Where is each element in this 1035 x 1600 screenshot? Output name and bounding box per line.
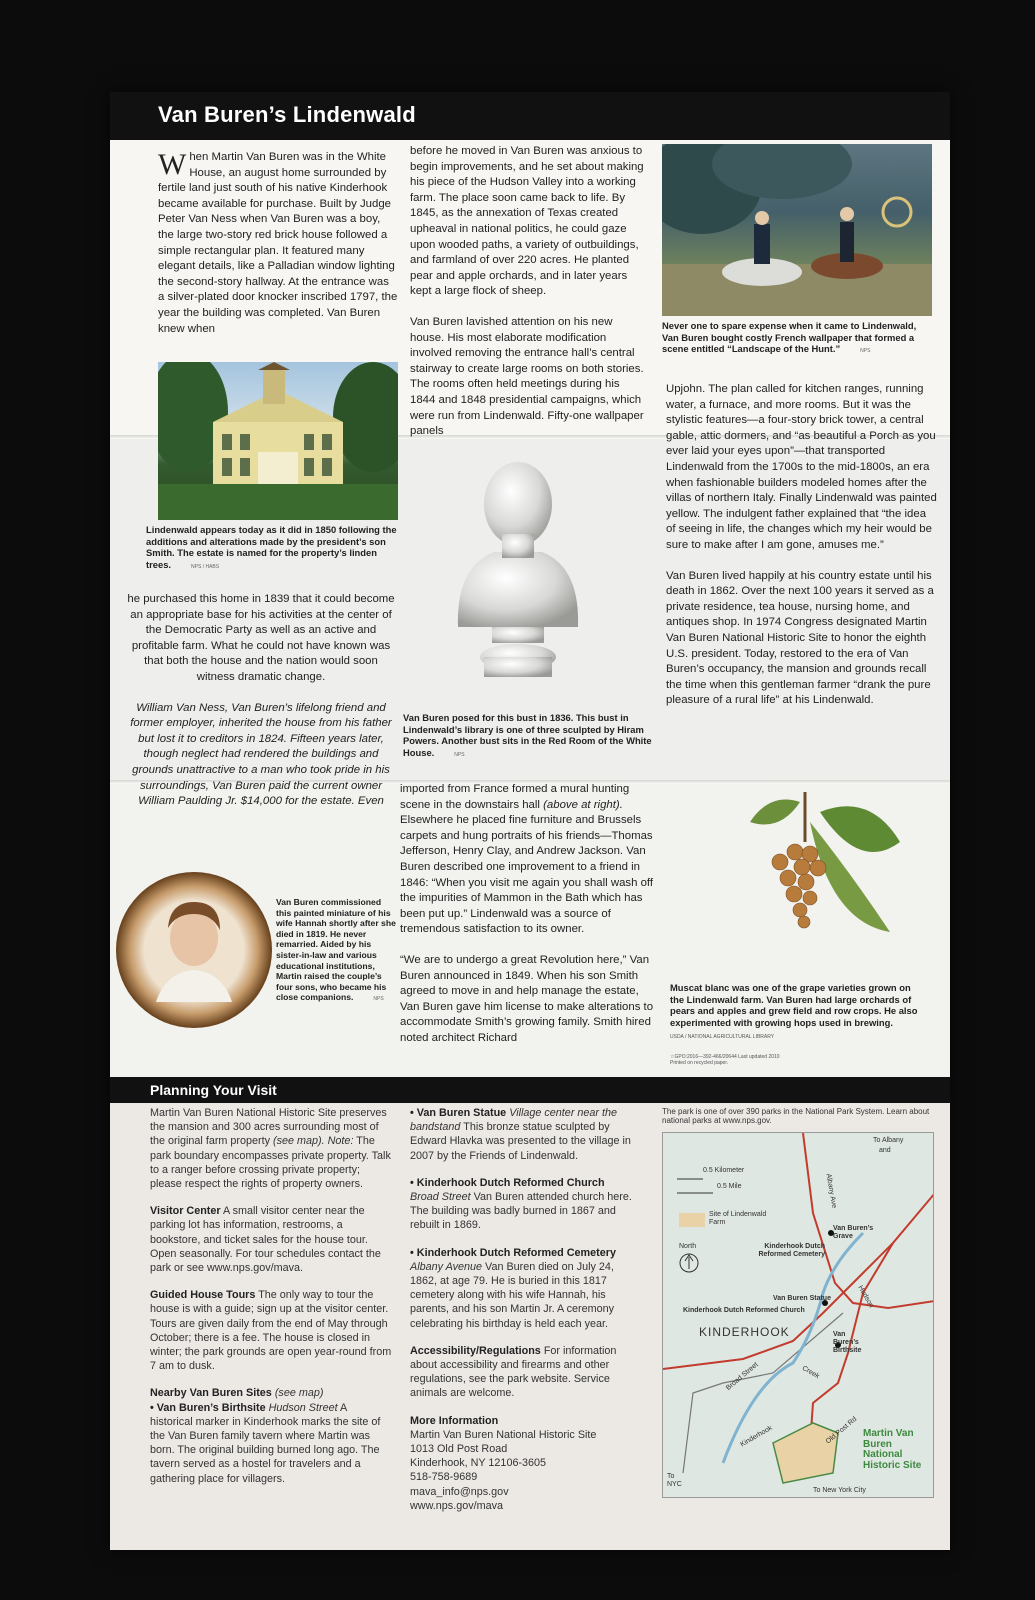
visit-paragraph: For information about accessibility and firearms and other regulations, see the park website. Service animals are welcome.	[410, 1344, 617, 1400]
article-paragraph: hen Martin Van Buren was in the White House, an august home surrounded by fertile land just south of his native Kinderhook became available for purchase. Built by Judge Peter Van Ness when Van Buren was a boy, the large two-story red brick house followed a simple rectangular plan. It featured many elegant details, like a Palladian window lighting the second-story hallway. At the entrance was a silver-plated door knocker inscribed 1797, the year the building was completed. Van Buren knew when	[158, 151, 398, 335]
visit-emphasis: (see map). Note:	[273, 1135, 354, 1148]
legend-site-swatch	[679, 1213, 705, 1227]
article-paragraph: Upjohn. The plan called for kitchen ranges, running water, a furnace, and more rooms. But it was the stylistic features—a four-story brick tower, a central gable, attic dormers, and “as beautiful a Porch as you ever laid your eyes upon”—that transported Lindenwald from the 1700s to the mid-1800s, an era when fashionable builders modeled homes after the villas of northern Italy. Finally Lindenwald was painted yellow. The indulgent father explained that “the idea of seeing in life, the changes which my heir would be sure to make after I am gone, amuses me.”	[666, 383, 937, 551]
visit-paragraph: A historical marker in Kinderhook marks the site of the Van Buren family tavern where Martin was born. The original building burned long ago. The tavern served as a hostel for travelers and a gathering place for villagers.	[150, 1401, 381, 1485]
lindenwald-house-photo	[158, 362, 398, 520]
article-paragraph: he purchased this home in 1839 that it could become an appropriate base for his activities at the center of the Democratic Party as well as an active and profitable farm. What he could not have known was that both the house and the nation would soon witness dramatic change.	[127, 593, 395, 683]
visit-section-bar	[110, 1077, 950, 1103]
visit-emphasis: Albany Avenue	[410, 1260, 483, 1273]
cemetery-heading: • Kinderhook Dutch Reformed Cemetery	[410, 1246, 616, 1259]
article-column-2b	[400, 782, 658, 1062]
brochure-sheet	[110, 92, 950, 1550]
visitor-center-heading: Visitor Center	[150, 1205, 221, 1218]
grave-map-label: Van Buren’s Grave	[833, 1225, 874, 1240]
route-21-road	[803, 1133, 934, 1308]
accessibility-heading: Accessibility/Regulations	[410, 1344, 541, 1357]
print-line: ☆GPO:2016—392-466/20644 Last updated 2010	[670, 1054, 780, 1060]
van-buren-bust-photo	[428, 452, 608, 707]
miniature-caption: Van Buren commissioned this painted miniature of his wife Hannah shortly after she died in 1819. He never remarried. Aided by his sister-in-law and various educational institutions, Martin raised the couple’s four sons, who became his close companions. NPS	[276, 897, 396, 1003]
contact-email: mava_info@nps.gov	[410, 1485, 509, 1498]
article-paragraph: Van Buren lived happily at his country estate until his death in 1862. Over the next 100 years it served as a private residence, tea house, nursing home, and antiques shop. In 1974 Congress designated Martin Van Buren National Historic Site to honor the eighth U.S. president. Today, restored to the era of Van Buren’s occupancy, the mansion and grounds recall the time when this gentleman farmer “drank the pure pleasure of a rural life” at his Lindenwald.	[666, 569, 934, 707]
park-name-label: Martin Van Buren National Historic Site	[863, 1428, 922, 1471]
cemetery-map-label: Kinderhook Dutch Reformed Cemetery	[758, 1243, 825, 1258]
hudson-label: Hudson	[856, 1284, 875, 1309]
to-nyc-label: To NYC	[667, 1473, 682, 1488]
church-map-label: Kinderhook Dutch Reformed Church	[683, 1307, 805, 1314]
article-column-1	[158, 150, 398, 352]
broad-street-label: Broad Street	[725, 1361, 760, 1392]
to-albany-label: To Albany	[873, 1137, 904, 1144]
grapes-credit: USDA / NATIONAL AGRICULTURAL LIBRARY	[670, 1034, 775, 1040]
visit-paragraph: Van Buren died on July 24, 1862, at age 79. He is buried in this 1817 cemetery along with his wife Hannah, his parents, and his son Martin Jr. A ceremony celebrating his birthday is held each year.	[410, 1260, 615, 1330]
article-paragraph: “We are to undergo a great Revolution here,” Van Buren announced in 1849. When his son Smith agreed to move in and help manage the estate, Van Buren gave him license to make alterations to accommodate Smith’s growing family. Smith hired noted architect Richard	[400, 953, 654, 1044]
statue-map-label: Van Buren Statue	[773, 1295, 831, 1302]
visit-emphasis: (see map)	[274, 1387, 324, 1400]
nearby-sites-heading: Nearby Van Buren Sites	[150, 1387, 272, 1400]
visit-paragraph: Martin Van Buren National Historic Site preserves the mansion and 300 acres surrounding most of the original farm property	[150, 1107, 387, 1148]
map-note: The park is one of over 390 parks in the National Park System. Learn about national parks at www.nps.gov.	[662, 1107, 930, 1125]
to-new-york-city-label: To New York City	[813, 1487, 866, 1494]
visit-column-2	[410, 1106, 640, 1526]
article-paragraph: William Van Ness, Van Buren’s lifelong friend and former employer, inherited the house from his father but lost it to creditors in 1824. Fifteen years later, though neglect had rendered the buildings and grounds unattractive to a man who took pride in his surroundings, Van Buren paid the current owner William Paulding Jr. $14,000 for the estate. Even	[130, 701, 392, 808]
article-emphasis: (above at right).	[543, 798, 623, 811]
contact-line: 1013 Old Post Road	[410, 1443, 508, 1456]
more-info-heading: More Information	[410, 1414, 499, 1427]
drop-cap: W	[158, 148, 187, 181]
hunt-caption: Never one to spare expense when it came to Lindenwald, Van Buren bought costly French wallpaper that formed a scene entitled “Landscape of the Hunt.” NPS	[662, 320, 917, 355]
article-column-3	[666, 382, 938, 724]
visit-emphasis: Hudson Street	[268, 1401, 338, 1414]
scale-mi-label: 0.5 Mile	[717, 1183, 742, 1190]
creek-label: Creek	[800, 1364, 821, 1381]
and-label: and	[879, 1147, 891, 1154]
visit-paragraph: Van Buren attended church here. The building was badly burned in 1867 and rebuilt in 1869.	[410, 1191, 632, 1232]
house-tours-heading: Guided House Tours	[150, 1289, 256, 1302]
contact-line: Kinderhook, NY 12106-3605	[410, 1457, 547, 1470]
contact-line: Martin Van Buren National Historic Site	[410, 1428, 597, 1441]
albany-ave-label: Albany Ave	[824, 1173, 838, 1209]
article-column-1b	[126, 592, 396, 825]
visit-paragraph: The park boundary encompasses private property. Talk to a ranger before crossing private property; please respect the rights of property owners.	[150, 1135, 391, 1191]
recycled-note: Printed on recycled paper.	[670, 1060, 729, 1066]
statue-heading: • Van Buren Statue	[410, 1107, 507, 1119]
old-post-rd-label: Old Post Rd	[824, 1415, 859, 1446]
article-paragraph: imported from France formed a mural hunting scene in the downstairs hall	[400, 783, 630, 811]
house-caption: Lindenwald appears today as it did in 1850 following the additions and alterations made by the president’s son Smith. The estate is named for the property’s linden trees. NPS / HABS	[146, 524, 397, 570]
kinderhook-creek-label: Kinderhook	[739, 1424, 774, 1449]
visit-emphasis: Village center near the bandstand	[410, 1107, 618, 1134]
page-title: Van Buren’s Lindenwald	[158, 102, 416, 127]
bust-caption: Van Buren posed for this bust in 1836. This bust in Lindenwald’s library is one of three sculpted by Hiram Powers. Another bust sits in the Red Room of the White House. NPS	[403, 712, 652, 758]
church-heading: • Kinderhook Dutch Reformed Church	[410, 1176, 605, 1189]
muscat-grapes-illustration	[710, 782, 910, 962]
article-paragraph: Van Buren lavished attention on his new house. His most elaborate modification involved removing the entrance hall’s central stairway to create large rooms on both stories. The rooms often held meetings during his 1844 and 1848 presidential campaigns, which were run from Lindenwald. Fifty-one wallpaper panels	[410, 315, 644, 438]
visit-column-1	[150, 1106, 392, 1499]
article-column-2	[410, 144, 648, 455]
visit-paragraph: This bronze statue sculpted by Edward Hlavka was presented to the village in 2007 by the Friends of Lindenwald.	[410, 1121, 631, 1162]
park-boundary	[773, 1423, 838, 1483]
hunt-wallpaper-image	[662, 144, 932, 316]
article-paragraph: before he moved in Van Buren was anxious to begin improvements, and he set about making his piece of the Hudson Valley into a working farm. The place soon came back to life. By 1845, as the annexation of Texas created upheaval in national politics, he could gaze upon wooded paths, a variety of outbuildings, and farmland of over 220 acres. He planted pear and apple orchards, and in later years kept a large flock of sheep.	[410, 145, 644, 298]
title-bar	[110, 92, 950, 140]
area-map	[662, 1132, 934, 1498]
visit-emphasis: Broad Street	[410, 1191, 471, 1204]
hannah-miniature-portrait	[116, 872, 272, 1028]
birthsite-map-label: Van Buren’s Birthsite	[833, 1331, 862, 1354]
legend-site-label: Site of Lindenwald Farm	[709, 1211, 767, 1226]
visit-paragraph: The only way to tour the house is with a guide; sign up at the visitor center. Tours are given daily from the end of May through October; there is a fee. The house is closed in winter; the park grounds are open year-round from 7 am to dusk.	[150, 1289, 392, 1373]
article-paragraph: Elsewhere he placed fine furniture and Brussels carpets and hung portraits of his friends—Thomas Jefferson, Henry Clay, and Andrew Jackson. Van Buren described one improvement to a friend in 1846: “When you visit me again you shall wash off the impurities of Mammon in the Bath which has been put up.” Lindenwald was a source of tremendous satisfaction to its owner.	[400, 814, 654, 936]
scale-km-label: 0.5 Kilometer	[703, 1167, 745, 1174]
visit-section-title: Planning Your Visit	[150, 1082, 277, 1098]
north-arrow	[685, 1255, 693, 1269]
contact-website: www.nps.gov/mava	[410, 1499, 504, 1512]
contact-phone: 518-758-9689	[410, 1471, 478, 1484]
kinderhook-town-label: KINDERHOOK	[699, 1325, 790, 1339]
north-label: North	[679, 1243, 697, 1250]
visit-paragraph: A small visitor center near the parking lot has information, restrooms, a bookstore, and ticket sales for the house tour. Open seasonally. For tour schedules contact the park or see www.nps.gov/mava.	[150, 1205, 381, 1275]
grapes-caption: Muscat blanc was one of the grape varieties grown on the Lindenwald farm. Van Buren had large orchards of pears and apples and grew field and row crops. He also experimented with growing hops used in brewing.	[670, 982, 918, 1028]
birthsite-heading: • Van Buren’s Birthsite	[150, 1401, 266, 1414]
